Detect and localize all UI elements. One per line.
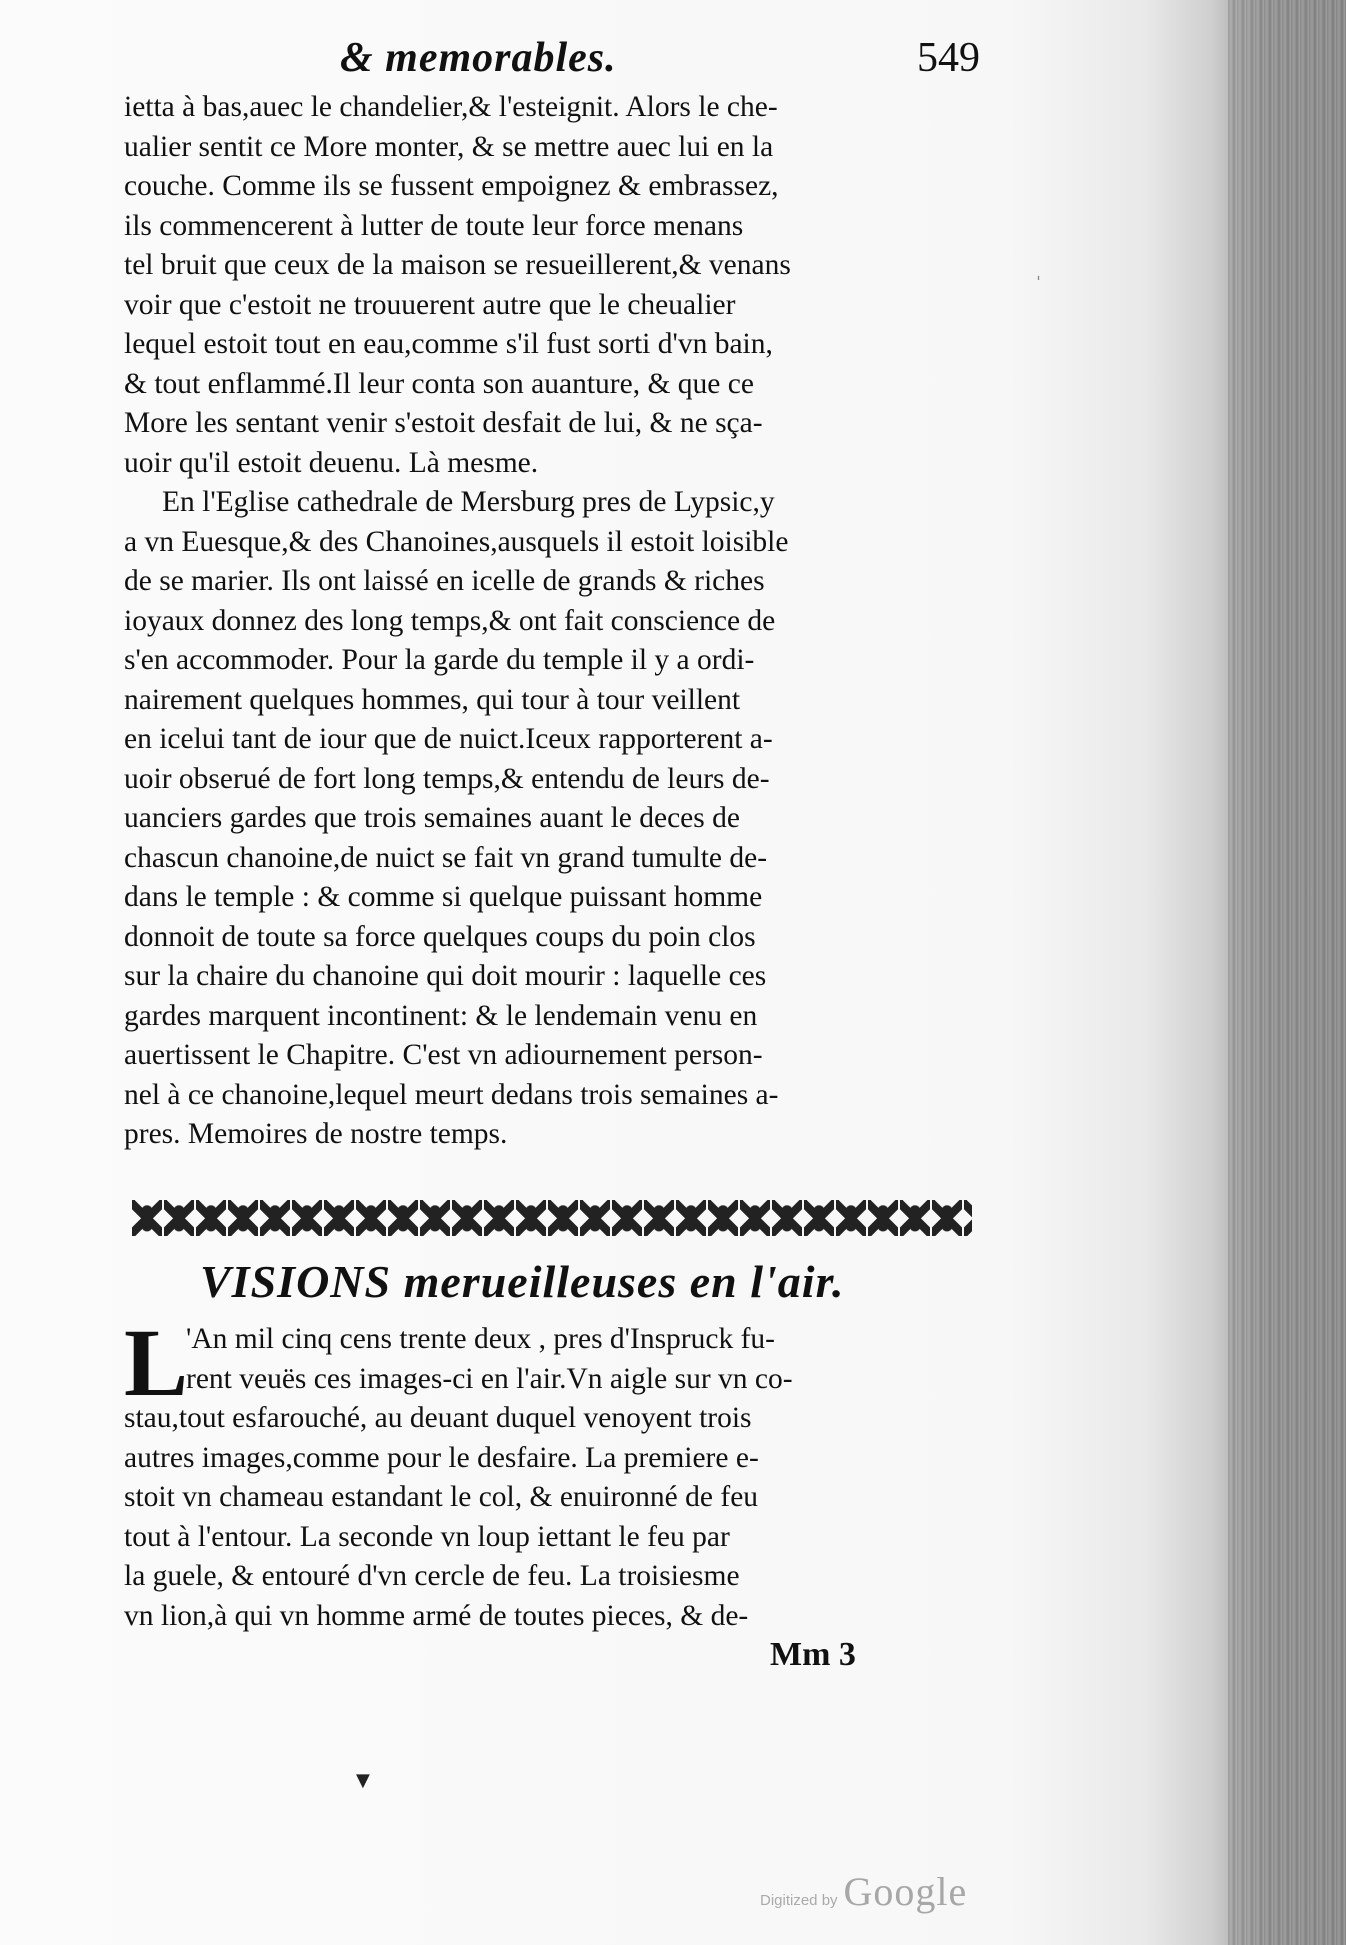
- ornament-glyph: [548, 1200, 578, 1236]
- text-line: autres images,comme pour le desfaire. La premiere e-: [124, 1441, 759, 1474]
- text-line: tout à l'entour. La seconde vn loup iettant le feu par: [124, 1520, 730, 1553]
- running-head: [340, 34, 980, 94]
- ornament-glyph: [804, 1200, 834, 1236]
- text-line: En l'Eglise cathedrale de Mersburg pres de Lypsic,y: [162, 486, 775, 518]
- text-line: a vn Euesque,& des Chanoines,ausquels il estoit loisible: [124, 525, 789, 558]
- page-edge: [1228, 0, 1346, 1945]
- running-title: & memorables.: [340, 35, 617, 81]
- ornament-glyph: [772, 1200, 802, 1236]
- paragraph-2: [124, 483, 984, 1155]
- text-line: dans le temple : & comme si quelque puissant homme: [124, 881, 763, 913]
- ornament-glyph: [644, 1200, 674, 1236]
- text-line: & tout enflammé.Il leur conta son auanture, & que ce: [124, 367, 754, 400]
- text-line: nel à ce chanoine,lequel meurt dedans trois semaines a-: [124, 1078, 779, 1111]
- ornament-glyph: [356, 1200, 386, 1236]
- text-line: ualier sentit ce More monter, & se mettre auec lui en la: [124, 130, 774, 163]
- text-line: pres. Memoires de nostre temps.: [124, 1118, 508, 1150]
- main-text: [124, 88, 984, 1155]
- text-line: ioyaux donnez des long temps,& ont fait conscience de: [124, 604, 776, 637]
- text-line: vn lion,à qui vn homme armé de toutes pieces, & de-: [124, 1599, 749, 1632]
- ornament-glyph: [900, 1200, 930, 1236]
- ornament-glyph: [228, 1200, 258, 1236]
- text-line: lequel estoit tout en eau,comme s'il fust sorti d'vn bain,: [124, 328, 773, 360]
- ornament-glyph: [132, 1200, 162, 1236]
- text-line: de se marier. Ils ont laissé en icelle de grands & riches: [124, 565, 765, 597]
- catchword: Mm 3: [770, 1636, 856, 1673]
- text-line: la guele, & entouré d'vn cercle de feu. La troisiesme: [124, 1560, 740, 1592]
- ink-mark: ˌ: [1036, 262, 1041, 283]
- ornament-glyph: [260, 1200, 290, 1236]
- ornament-glyph: [708, 1200, 738, 1236]
- ornament-glyph: [388, 1200, 418, 1236]
- text-line: auertissent le Chapitre. C'est vn adiournement person-: [124, 1039, 763, 1071]
- text-line: rent veuës ces images-ci en l'air.Vn aigle sur vn co-: [186, 1362, 793, 1395]
- text-line: uoir obserué de fort long temps,& entendu de leurs de-: [124, 762, 770, 795]
- ornamental-border: [132, 1196, 972, 1240]
- ornament-glyph: [836, 1200, 866, 1236]
- ornament-glyph: [484, 1200, 514, 1236]
- ornament-glyph: [164, 1200, 194, 1236]
- text-line: voir que c'estoit ne trouuerent autre que le cheualier: [124, 288, 736, 321]
- google-logo: Google: [843, 1869, 968, 1914]
- text-line: uoir qu'il estoit deuenu. Là mesme.: [124, 446, 539, 479]
- ornament-glyph: [740, 1200, 770, 1236]
- text-line: ietta à bas,auec le chandelier,& l'esteignit. Alors le che-: [124, 91, 778, 123]
- text-line: stoit vn chameau estandant le col, & enuironné de feu: [124, 1481, 759, 1513]
- text-line: donnoit de toute sa force quelques coups du poin clos: [124, 920, 756, 953]
- text-line: More les sentant venir s'estoit desfait de lui, & ne sça-: [124, 407, 763, 439]
- ornament-glyph: [292, 1200, 322, 1236]
- bullet-mark: ▼: [356, 1770, 370, 1791]
- text-line: s'en accommoder. Pour la garde du temple il y a ordi-: [124, 644, 755, 676]
- text-line: sur la chaire du chanoine qui doit mourir : laquelle ces: [124, 960, 767, 992]
- ornament-glyph: [420, 1200, 450, 1236]
- text-line: chascun chanoine,de nuict se fait vn grand tumulte de-: [124, 841, 768, 874]
- ornament-glyph: [452, 1200, 482, 1236]
- text-line: en icelui tant de iour que de nuict.Iceux rapporterent a-: [124, 723, 773, 755]
- page-number: 549: [917, 35, 980, 81]
- text-line: gardes marquent incontinent: & le lendemain venu en: [124, 999, 758, 1032]
- text-line: tel bruit que ceux de la maison se resueillerent,& venans: [124, 249, 791, 281]
- section-text: [124, 1309, 984, 1636]
- ornament-glyph: [612, 1200, 642, 1236]
- ornament-glyph: [516, 1200, 546, 1236]
- digitized-prefix: Digitized by: [760, 1892, 838, 1909]
- ornament-glyph: [868, 1200, 898, 1236]
- ornament-glyph: [932, 1200, 962, 1236]
- text-line: couche. Comme ils se fussent empoignez & embrassez,: [124, 170, 779, 202]
- paragraph-1: [124, 88, 984, 483]
- ornament-glyph: [676, 1200, 706, 1236]
- text-line: ils commencerent à lutter de toute leur force menans: [124, 209, 744, 242]
- text-line: stau,tout esfarouché, au deuant duquel venoyent trois: [124, 1402, 752, 1434]
- ornament-glyph: [324, 1200, 354, 1236]
- text-line: 'An mil cinq cens trente deux , pres d'Inspruck fu-: [186, 1323, 775, 1355]
- drop-cap: L: [124, 1309, 189, 1416]
- ornament-glyph: [580, 1200, 610, 1236]
- digitized-watermark: [760, 1868, 968, 1914]
- text-line: uanciers gardes que trois semaines auant le deces de: [124, 802, 740, 834]
- ornament-glyph: [196, 1200, 226, 1236]
- ornament-glyph: [964, 1200, 972, 1236]
- text-line: nairement quelques hommes, qui tour à tour veillent: [124, 683, 741, 716]
- section-title: VISIONS merueilleuses en l'air.: [200, 1256, 845, 1307]
